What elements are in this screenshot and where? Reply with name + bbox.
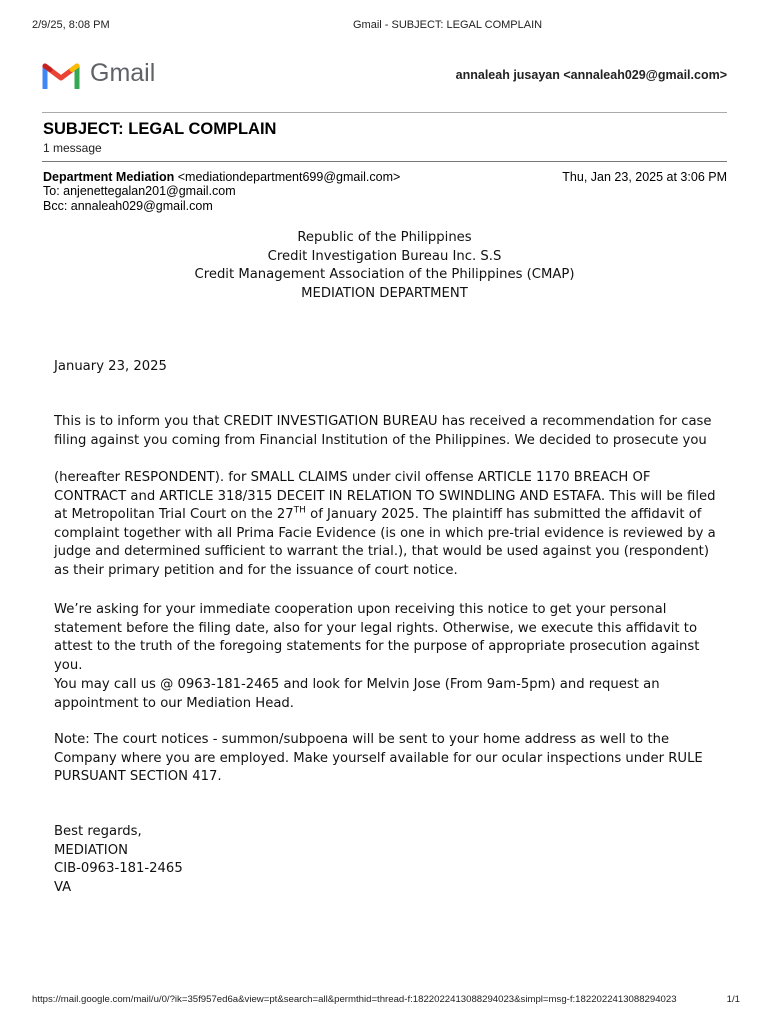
thread-subject: SUBJECT: LEGAL COMPLAIN bbox=[43, 120, 277, 138]
letter-paragraph-4: You may call us @ 0963-181-2465 and look for Melvin Jose (From 9am-5pm) and request an appointment to our Mediation Head. bbox=[54, 677, 660, 711]
print-datetime: 2/9/25, 8:08 PM bbox=[32, 19, 110, 31]
message-bcc: Bcc: annaleah029@gmail.com bbox=[43, 199, 213, 213]
message-to: To: anjenettegalan201@gmail.com bbox=[43, 184, 236, 198]
heading-line: MEDIATION DEPARTMENT bbox=[301, 285, 468, 301]
gmail-logo[interactable] bbox=[42, 58, 172, 90]
sender-email: <mediationdepartment699@gmail.com> bbox=[177, 170, 401, 184]
print-page-title: Gmail - SUBJECT: LEGAL COMPLAIN bbox=[353, 19, 543, 31]
letter-paragraph-1: This is to inform you that CREDIT INVESTIGATION BUREAU has received a recommendation for case filing against you coming from Financial Institution of the Philippines. We decided to prosecute you bbox=[54, 414, 712, 448]
print-page-number: 1/1 bbox=[726, 994, 740, 1005]
gmail-m-icon bbox=[42, 59, 80, 89]
ordinal-superscript: TH bbox=[293, 505, 306, 516]
gmail-logo-text: Gmail bbox=[90, 59, 156, 87]
account-label: annaleah jusayan <annaleah029@gmail.com> bbox=[455, 68, 727, 82]
print-url[interactable]: https://mail.google.com/mail/u/0/?ik=35f957ed6a&view=pt&search=all&permthid=thread-f:1822022413088294023&simpl=msg-f:1822022413088294023 bbox=[32, 994, 677, 1005]
message-sender bbox=[43, 170, 400, 185]
heading-line: Republic of the Philippines bbox=[297, 230, 472, 245]
signoff-line: VA bbox=[54, 879, 72, 895]
signoff-line: Best regards, bbox=[54, 824, 142, 839]
message-count: 1 message bbox=[43, 141, 102, 155]
paragraph-2-text-a: (hereafter RESPONDENT). for SMALL CLAIMS under civil offense ARTICLE 1170 BREACH OF CONTRACT and ARTICLE 318/315 DECEIT IN RELATION TO SWINDLING AND ESTAFA. This will be filed at Metropolitan Trial Court on the 27 bbox=[54, 470, 716, 522]
header-divider bbox=[42, 112, 727, 113]
letter-paragraph-3: We’re asking for your immediate cooperation upon receiving this notice to get your personal statement before the filing date, also for your legal rights. Otherwise, we execute this affidavit to attest to the truth of the foregoing statements for the purpose of appropriate prosecution against you. bbox=[54, 602, 700, 673]
sender-name: Department Mediation bbox=[43, 170, 175, 184]
letter-date: January 23, 2025 bbox=[54, 359, 167, 374]
letter-paragraph-5: Note: The court notices - summon/subpoena will be sent to your home address as well to the Company where you are employed. Make yourself available for our ocular inspections under RULE PURSUANT SECTION 417. bbox=[54, 732, 703, 784]
letter-paragraph-2 bbox=[54, 469, 716, 580]
signoff-line: CIB-0963-181-2465 bbox=[54, 861, 183, 876]
message-date: Thu, Jan 23, 2025 at 3:06 PM bbox=[562, 170, 727, 184]
letter-heading bbox=[42, 229, 727, 303]
heading-line: Credit Investigation Bureau Inc. S.S bbox=[267, 248, 502, 264]
paragraph-2-text-b: of January 2025. The plaintiff has submitted the affidavit of complaint together with all Prima Facie Evidence (is one in which pre-trial evidence is reviewed by a judge and determined sufficient to warrant the trial.), that would be used against you (respondent) as their primary petition and for the issuance of court notice. bbox=[54, 507, 716, 578]
signoff-line: MEDIATION bbox=[54, 842, 128, 858]
letter-signoff bbox=[54, 823, 716, 897]
heading-line: Credit Management Association of the Philippines (CMAP) bbox=[194, 267, 575, 282]
subject-divider bbox=[42, 161, 727, 162]
